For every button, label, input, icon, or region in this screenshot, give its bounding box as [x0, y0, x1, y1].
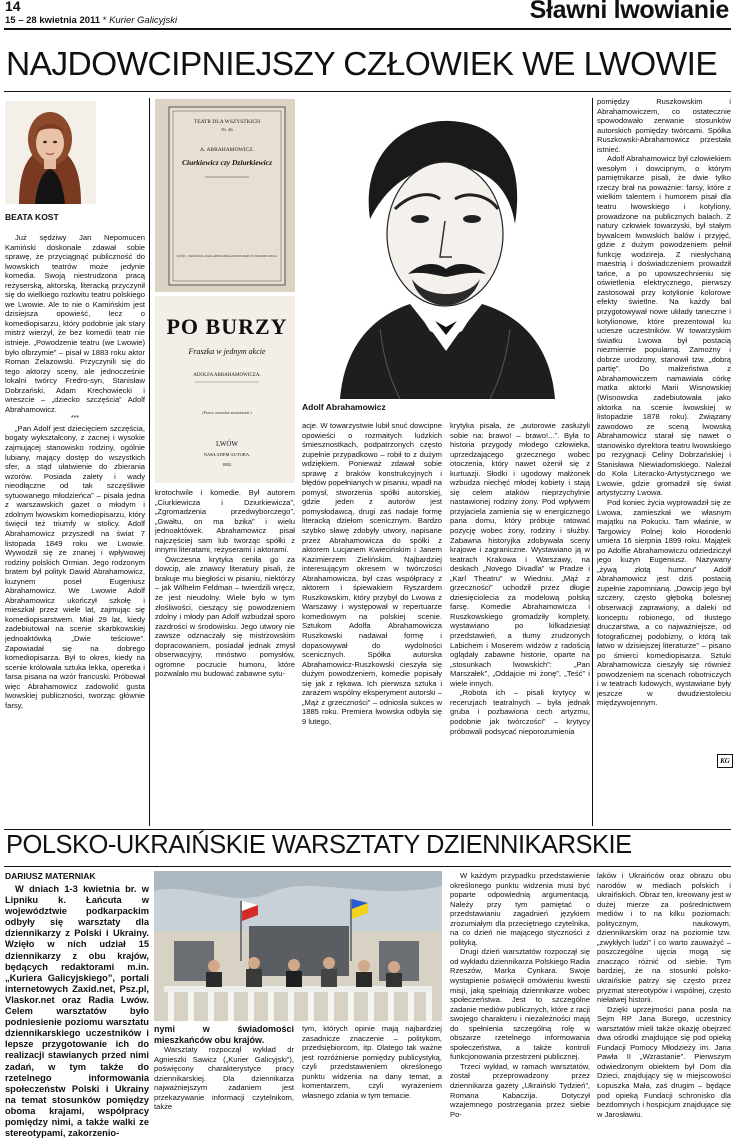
paragraph: „Pan Adolf jest dziecięciem szczęścia, bogaty wykształcony, z zacnej i wysokie zajmującej stanowisko rodziny, ogólnie lubiany, mający dostęp do wszystkich sfer, a stąd ułatwienie do zbierania wzorów. Posiada zalety i wady nieodłączne od tak szczęśliwie sytuowanego młodzieńca” – pisała jedna z warszawskich gazet o młodym i zdolnym lwowskim komediopisarzu, który święcił też triumfy w stolicy. Adolf Abrahamowicz przyszedł na świat 7 listopada 1849 roku we Lwowie. Wywodził się ze znanej i wpływowej rodziny polskich Ormian. Jego rodzonym bratem był polityk Dawid Abrahamowicz, kuzynem poseł Eugeniusz Abrahamowicz. We Lwowie Adolf Abrahamowicz ukończył szkołę i mieszkał przez wiele lat, zajmując się komediopisarstwem. Miał 29 lat, kiedy zadebiutował na scenie skarbkowskiej jednoaktówką „Dwie teściowe”. Zapowiadał się na dobrego komediopisarza. Był to okres, kiedy na scenie królowała sztuka lekka, operetka i farsa pisana na wzór francuski. Próbował więc Abrahamowicz zadowolić gusta lwowskiej publiczności, tworząc głównie farsy, [5, 423, 145, 710]
article2-col4 [450, 871, 590, 1119]
book1-series: TEATR DLA WSZYSTKICH [193, 119, 261, 125]
page-number: 14 [5, 0, 21, 14]
paragraph: Dzięki uprzejmości pana posła na Sejm RP Jana Burego, uczestnicy warsztatów mieli także okazję obejrzeć dwa ośrodki znajdujące się pod opieką Fundacji Pomocy Młodzieży im. Jana Pawła II „Wzrastanie”. Pierwszym odwiedzonym obiektem był Dom dla Dzieci, znajdujący się w miejscowości Łopuszka Mała, zaś drugim – będące pod opieką Fundacji schronisko dla bezdomnych i hospicjum znajdujące się w Jarosławiu. [597, 1004, 731, 1119]
book2-author: ADOLFA ABRAHAMOWICZA. [193, 373, 261, 378]
paragraph: pomiędzy Ruszkowskim i Abrahamowiczem, co ostatecznie spowodowało zerwanie stosunków autorskich pomiędzy twórcami. Spółka Ruszkowski-Abrahamowicz przestała istnieć. [597, 97, 731, 154]
paragraph: Adolf Abrahamowicz był człowiekiem wesołym i dowcipnym, o którym pamiętnikarze pisali, że dwie tylko rzeczy brał na poważnie: farsy, które z wielkim talentem i humorem pisał dla teatru lwowskiego i kotyliony, prowadzone na publicznych balach. Z natury człowiek towarzyski, był stałym bywalcem lwowskich balów i przyjęć, gdzie z dużym powodzeniem pełnił funkcję wodzireja. Z niesłychaną maestrią i doświadczeniem prowadził tańce, a po upowszechnieniu się oświetlenia elektrycznego, pierwszy zastosował przy kotylionie kolorowe efekty świetlne. Na każdy bal przygotowywał nowe układy taneczne i kotylionowe, które prezentował ku uciesze uczestników. W towarzyskim światku Lwowa był postacią niezmiernie popularną. Zamożny i dobrze urodzony, stanowił tzw. „dobrą partię”. Do małżeństwa z Abrahamowiczem namawiała córkę matka aktorki Marii Wisnowskiej (Wisnowska zadebiutowała jako aktorka na scenie lwowskiej w listopadzie 1878 roku). Związany zawodowo ze sceną lwowską Abrahamowicz starał się nawet o stanowisko dyrektora teatru lwowskiego po rezygnacji Celiny Dobrzańskiej i Stanisława Niewiadomskiego. Należał do Koła Literacko-Artystycznego we Lwowie, gdzie gromadził się świat artystyczny Lwowa. [597, 154, 731, 498]
author-photo [5, 101, 96, 204]
article2-title-rule [4, 866, 731, 867]
portrait-caption: Adolf Abrahamowicz [302, 402, 386, 412]
section-title: Sławni lwowianie [529, 0, 729, 24]
paragraph: laków i Ukraińców oraz obrazu obu narodów w mediach polskich i ukraińskich. Obraz ten, kreowany jest w dużej mierze za pośrednictwem mediów i to na kilku poziomach: politycznym, naukowym, dziennikarskim oraz na poziomie tzw. „zwykłych ludzi” i co warto zauważyć – poszczególne ujęcia mogą się znacząco różnić od siebie. Tym bardziej, że na stosunki polsko-ukraińskie patrzy się często przez pryzmat stereotypów i wspólnej, często niełatwej historii. [597, 871, 731, 1005]
paragraph: acje. W towarzystwie lubił snuć dowcipne opowieści o rozmaitych ludzkich śmiesznostkach, podpatrzonych często zupełnie przypadkowo – robił to z dużym wdziękiem. Ponieważ zdawał sobie sprawę z braków konstrukcyjnych i błędów popełnianych w pisaniu, wpadł na pomysł, stworzenia spółki autorskiej, gdzie jeden z autorów jest pomysłodawcą, drugi zaś nadaje formę literacką dziełom scenicznym. Bardzo szybko sławę zdobyły utwory, napisane przez Abrahamowicza do spółki z aktorem Lucjanem Kwiecińskim i Janem Kazimierzem Zielińskim. Najbardziej interesującym okresem w twórczości Abrahamowicza, był czas współpracy z aktorem i śpiewakiem Ryszardem Ruszkowskim, który przybył do Lwowa z Warszawy i występował w repertuarze komediowym na polskiej scenie. Sztukom Adolfa Abrahamowicza Ruszkowski nadawał formę i dopasowywał do wydolności scenicznych. Spółka autorska Abrahamowicz-Ruszkowski cieszyła się dużym powodzeniem, komedie popisały się jak z rękawa. Ich pierwsza sztuka i zarazem wspólny eksperyment autorski – „Mąż z grzeczności” – odniosła sukces w 1885 roku. Premiera lwowska odbyła się 9 lutego, [302, 421, 442, 726]
paragraph: Ówczesna krytyka ceniła go za dowcip, ale znawcy literatury pisali, że brakuje mu biegłości w pisaniu, niektórzy – jak Wilhelm Feldman – twierdzili wręcz, że jest nieudolny. Wiele było w tym złośliwości, cieszący się powodzeniem zdolny i młody pan Adolf wzbudzał sporo zazdrości w środowisku. Jego utwory nie zawsze odznaczały się mistrzowskim dopracowaniem, posiadał jednak zmysł obserwacyjny, mnóstwo pomysłów, ogromne poczucie humoru, które pozwalało mu budować zabawne sytu- [155, 554, 295, 679]
article1-col1 [5, 233, 145, 825]
header-rule [4, 28, 731, 30]
book2-subtitle: Fraszka w jednym akcie [188, 347, 266, 356]
article2-author: DARIUSZ MATERNIAK [5, 871, 96, 881]
book2-year: 1882. [221, 462, 233, 467]
paragraph: Już sędziwy Jan Nepomucen Kamiński doskonale zdawał sobie sprawę, że przyciągnąć publiczność do lwowskich teatrów może jedynie komedia. Swoją niestrudzona pracą reżyserską, aktorską, literacką przyczynił się do wielkiego rozkwitu teatru polskiego we Lwowie. Ale to nie o Kamińskim jest dzisiejsza opowieść, lecz o komediopisarzu, który podobnie jak stary mistrz wierzył, że bez komedii teatr nie istnieje. „Powodzenie teatru (we Lwowie) było olbrzymie” – pisał w 1883 roku aktor Roman Żelazowski. Przyczynili się do tego aktorzy sceny, ale jednocześnie lokalni twórcy Fredro-syn, Stanisław Dobrzański, Adam Krechowiecki i wreszcie – „dziecko szczęścia” Adolf Abrahamowicz. [5, 233, 145, 414]
issue-date: 15 – 28 kwietnia 2011 [5, 15, 101, 26]
article1-title-rule [4, 91, 731, 92]
article2-col2 [154, 1024, 294, 1112]
paragraph: nymi w świadomości mieszkańców obu krajów. [154, 1024, 294, 1045]
paragraph: Pod koniec życia wyprowadził się ze Lwowa, zamieszkał we własnym majątku na Pokuciu. Tam właśnie, w Targowicy Polnej koło Horodenki umiera 16 sierpnia 1899 roku. Majątek po Adolfie Abrahamowiczu odziedziczył jego kuzyn Eugeniusz. Nazywany „żywą złotą humoru” Adolf Abrahamowicz jest dziś postacią zupełnie zapomnianą. „Dowcip jego był szczery, często głęboką bolesnej obserwacji zaprawiony, a daleki od konceptu robionego, od tłustego druczarstwa, a co najważniejsze, od fotograficznej podobizny, o którą tak łatwo w dzisiejszej literaturze” – pisano po śmierci komediopisarza. Sztuki Abrahamowicza cieszyły się również powodzeniem na scenach robotniczych i w teatrach ludowych, wystawiane były jeszcze w dwudziestoleciu międzywojennym. [597, 497, 731, 708]
paragraph: Drugi dzień warsztatów rozpoczął się od wykładu dziennikarza Polskiego Radia Rzeszów, Marka Cynkara. Swoje wystąpienie poświęcił omówieniu kwestii misji, jaką spełniają dziennikarze wobec społeczeństwa. Jest to szczególne zadanie mediów publicznych, które z racji swojego charakteru i niezależności mają do spełnienia szczególną rolę w obszarze rzetelnego informowania społeczeństwa, a także kontroli funkcjonowania przestrzeni publicznej. [450, 947, 590, 1062]
article1-col5 [597, 97, 731, 753]
book2-note: (Prawo autorskie zastrzeżone.) [202, 410, 252, 415]
kg-logo: KG [717, 754, 733, 768]
portrait-adolf-abrahamowicz [300, 99, 588, 399]
article1-col2 [155, 488, 295, 826]
issue-line [5, 15, 177, 26]
paragraph: Trzeci wykład, w ramach warsztatów, został przeprowadzony przez dziennikarza gazety „Ukraiński Tydzień”, Romana Kabaczija. Dotyczył wzajemnego postrzegania przez siebie Po- [450, 1061, 590, 1119]
article2-title: POLSKO-UKRAIŃSKIE WARSZTATY DZIENNIKARSKIE [6, 831, 632, 859]
paragraph: W dniach 1-3 kwietnia br. w Lipniku k. Łańcuta w województwie podkarpackim odbyły się warsztaty dla dziennikarzy z Polski i Ukrainy. Wzięło w nich udział 15 dziennikarzy z obu krajów, będących redaktorami m.in. „Kuriera Galicyjskiego”, portali internetowych Zaxid.net, Psz.pl, Vlaskor.net oraz Radia Lwów. Celem warsztatów było podniesienie poziomu warsztatu dziennikarskiego uczestników i lepsze przygotowanie ich do realizacji stawianych przed nimi zadań, w tym także do rzetelnego informowania społeczeństw Polski i Ukrainy na temat stosunków pomiędzy oboma krajami, współpracy pomiędzy nimi, a także walki ze stereotypami, zakorzenio- [5, 884, 149, 1139]
article2-col3 [302, 1024, 442, 1100]
paragraph: tym, których opinie mają najbardziej zasadnicze znaczenie – politykom, przedsiębiorcom, itp. Dlatego tak ważne jest rozróżnienie pomiędzy publicystyką, czyli przedstawieniem określonego punktu widzenia na dany temat, a komentarzem, czyli wyrażeniem własnego zdania w tym temacie. [302, 1024, 442, 1100]
book2-title: PO BURZY [166, 314, 288, 339]
article2-lead [5, 884, 149, 1139]
column-rule [592, 98, 593, 826]
paragraph: krytyka pisała, że „autorowie zasłużyli sobie na: brawo! – brawo!...”. Była to historia przygody młodego człowieka, uprzedzającego grzecznego wobec otoczenia, który nawet ożenił się z kurtuazji. Słodki i ugodowy małżonek wzbudza niechęć młodej kobiety i stają się celem ataków nieprzychylnie nastawionej rodziny żony. Pod wpływem przyjaciela zamienia się w energicznego pana domu, który próbuje ratować pozycję wobec żony, rodziny i służby. Zabawna historyjka zdobywała sceny krajowe i zagraniczne. Wystawiano ją w teatrach Krakowa i Warszawy, na deskach „Novego Divadla” w Pradze i „Karl Theatru” w Wiedniu. „Mąż z grzeczności” uchodził przez długie dziesięciolecia za modelową polską farsę. Komedie Abrahamowicza i Ruszkowskiego gromadziły komplety, wystawiano po kilkadziesiąt przedstawień, a tłumy zrudzonych Labichem i Moserem widzów z radością oglądały zabawne historie, oparte na „stosunkach lwowskich”: „Pan Marszałek”, „Oddajcie mi żonę”, „Teść” i wiele innych. [450, 421, 590, 688]
paragraph: Warsztaty rozpoczął wykład dr Agnieszki Sawicz („Kurier Galicyjski”), poświęcony charakterystyce pracy dziennikarskiej. Dla dziennikarza najważniejszym zadaniem jest przekazywanie informacji czytelnikom, także [154, 1045, 294, 1112]
book1-footer: LWÓW – WARSZAWA. NAKŁADEM KSIĘGARNI POLSKIEJ B. POŁONIECKIEGO. [176, 255, 278, 258]
article1-col3 [302, 421, 442, 826]
book2-place: LWÓW [215, 440, 239, 448]
book-cover-po-burzy [155, 296, 295, 483]
article1-author: BEATA KOST [5, 212, 59, 222]
workshop-group-photo [154, 871, 442, 1021]
publication-name: Kurier Galicyjski [109, 15, 178, 26]
paragraph: W każdym przypadku przedstawienie określonego punktu widzenia musi być poparte odpowiednią argumentacją. Należy przy tym pamiętać o przedstawianiu zagadnień językiem zrozumiałym dla przeciętnego czytelnika, na co dzień nie mającego styczności z polityką. [450, 871, 590, 947]
book-cover-ciurkiewicz [155, 99, 295, 292]
book1-title: Ciurkiewicz czy Dziurkiewicz [181, 158, 273, 167]
book2-publisher: NAKŁADEM AUTORA. [203, 452, 251, 457]
paragraph: krotochwile i komedie. Był autorem „Ciurkiewicza i Dziurkiewicza”, „Zgromadzenia przedwyborczego”, „Gwałtu, on ma bzika” i wielu jednoaktówek. Abrahamowicz pisał najczęściej sam lub tworząc spółki z innymi literatami, reżyserami i aktorami. [155, 488, 295, 555]
article2-col5 [597, 871, 731, 1119]
book1-author: A. ABRAHAMOWICZ. [200, 147, 254, 153]
section-break: *** [70, 415, 80, 423]
book1-number: Nr. 46 [221, 127, 233, 132]
paragraph: „Robota ich – pisali krytycy w recenzjach teatralnych – była jednak gruba i pozbawiona cech artyzmu, podobnie jak twórczości” – krytycy próbowali podsycać nieporozumienia [450, 688, 590, 736]
article1-col4 [450, 421, 590, 826]
issue-separator: * [102, 15, 107, 26]
column-rule [149, 98, 150, 826]
article1-title: NAJDOWCIPNIEJSZY CZŁOWIEK WE LWOWIE [6, 46, 718, 83]
